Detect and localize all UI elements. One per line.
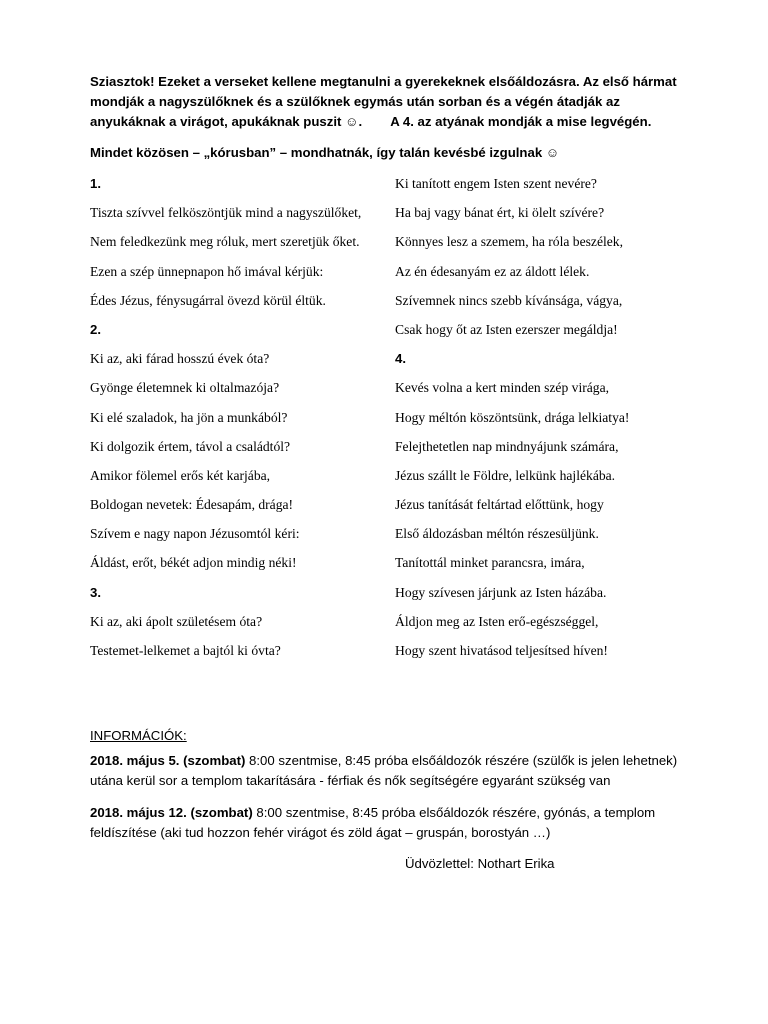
poem-line: Ki elé szaladok, ha jön a munkából? xyxy=(90,409,288,425)
poem-line: Első áldozásban méltón részesüljünk. xyxy=(395,526,599,542)
poem-line: Felejthetetlen nap mindnyájunk számára, xyxy=(395,438,619,454)
poem-number: 4. xyxy=(395,351,406,367)
poems-right-column xyxy=(395,174,705,670)
poem-line: Gyönge életemnek ki oltalmazója? xyxy=(90,380,280,396)
info-text: 8:00 szentmise, 8:45 próba elsőáldozók részére, gyónás, a templom feldíszítése (aki tud hozzon fehér virágot és zöld ágat – gruspán, borostyán …) xyxy=(90,805,656,840)
poem-line: Ha baj vagy bánat ért, ki ölelt szívére? xyxy=(395,205,605,221)
poem-line: Csak hogy őt az Isten ezerszer megáldja! xyxy=(395,321,618,337)
poem-number: 1. xyxy=(90,176,101,191)
poem-line: Hogy méltón köszöntsünk, drága lelkiatya! xyxy=(395,409,630,425)
poem-line: Tiszta szívvel felköszöntjük mind a nagyszülőket, xyxy=(90,205,362,221)
poem-line: Áldást, erőt, békét adjon mindig néki! xyxy=(90,555,297,571)
poem-line: Kevés volna a kert minden szép virága, xyxy=(395,380,610,396)
poem-line: Boldogan nevetek: Édesapám, drága! xyxy=(90,497,294,513)
poems-left-column xyxy=(90,174,400,670)
poem-line: Hogy szent hivatásod teljesítsed híven! xyxy=(395,643,608,658)
poem-line: Jézus tanítását feltártad előttünk, hogy xyxy=(395,497,604,513)
intro-text-tail: A 4. az atyának mondják a mise legvégén. xyxy=(390,114,652,129)
signature: Üdvözlettel: Nothart Erika xyxy=(405,856,555,871)
info-heading: INFORMÁCIÓK: xyxy=(90,728,187,743)
poem-line: Ezen a szép ünnepnapon hő imával kérjük: xyxy=(90,263,324,279)
info-item-may-5 xyxy=(90,751,690,791)
intro-text: Sziasztok! Ezeket a verseket kellene megtanulni a gyerekeknek elsőáldozásra. Az első hármat mondják a nagyszülőknek és a szülőknek egymás után sorban és a végén átadják az anyukáknak a virágot, apukáknak puszit ☺. xyxy=(90,74,677,129)
poem-number: 3. xyxy=(90,584,101,600)
poem-line: Ki az, aki fárad hosszú évek óta? xyxy=(90,351,270,367)
poem-line: Ki az, aki ápolt születésem óta? xyxy=(90,613,263,629)
poem-line: Szívemnek nincs szebb kívánsága, vágya, xyxy=(395,292,623,308)
intro-chorus-note: Mindet közösen – „kórusban” – mondhatnák, így talán kevésbé izgulnak ☺ xyxy=(90,145,560,160)
poem-line: Hogy szívesen járjunk az Isten házába. xyxy=(395,584,607,600)
info-item-may-12 xyxy=(90,803,690,843)
poem-line: Tanítottál minket parancsra, imára, xyxy=(395,555,585,571)
poem-line: Áldjon meg az Isten erő-egészséggel, xyxy=(395,613,599,629)
poem-line: Nem feledkezünk meg róluk, mert szeretjük őket. xyxy=(90,234,360,250)
poem-line: Amikor fölemel erős két karjába, xyxy=(90,467,271,483)
poem-line: Ki dolgozik értem, távol a családtól? xyxy=(90,438,291,454)
poem-line: Édes Jézus, fénysugárral övezd körül éltük. xyxy=(90,292,326,308)
poem-line: Szívem e nagy napon Jézusomtól kéri: xyxy=(90,526,300,542)
poem-line: Könnyes lesz a szemem, ha róla beszélek, xyxy=(395,234,623,250)
poem-line: Testemet-lelkemet a bajtól ki óvta? xyxy=(90,643,281,658)
poem-number: 2. xyxy=(90,321,101,337)
info-date: 2018. május 12. (szombat) xyxy=(90,805,253,820)
intro-paragraph xyxy=(90,72,690,132)
poem-line: Ki tanított engem Isten szent nevére? xyxy=(395,176,597,191)
info-text: 8:00 szentmise, 8:45 próba elsőáldozók részére (szülők is jelen lehetnek) utána kerül sor a templom takarítására - férfiak és nők segítségére egyaránt szükség van xyxy=(90,753,678,788)
poem-line: Jézus szállt le Földre, lelkünk hajlékába. xyxy=(395,467,616,483)
info-date: 2018. május 5. (szombat) xyxy=(90,753,246,768)
poem-line: Az én édesanyám ez az áldott lélek. xyxy=(395,263,590,279)
